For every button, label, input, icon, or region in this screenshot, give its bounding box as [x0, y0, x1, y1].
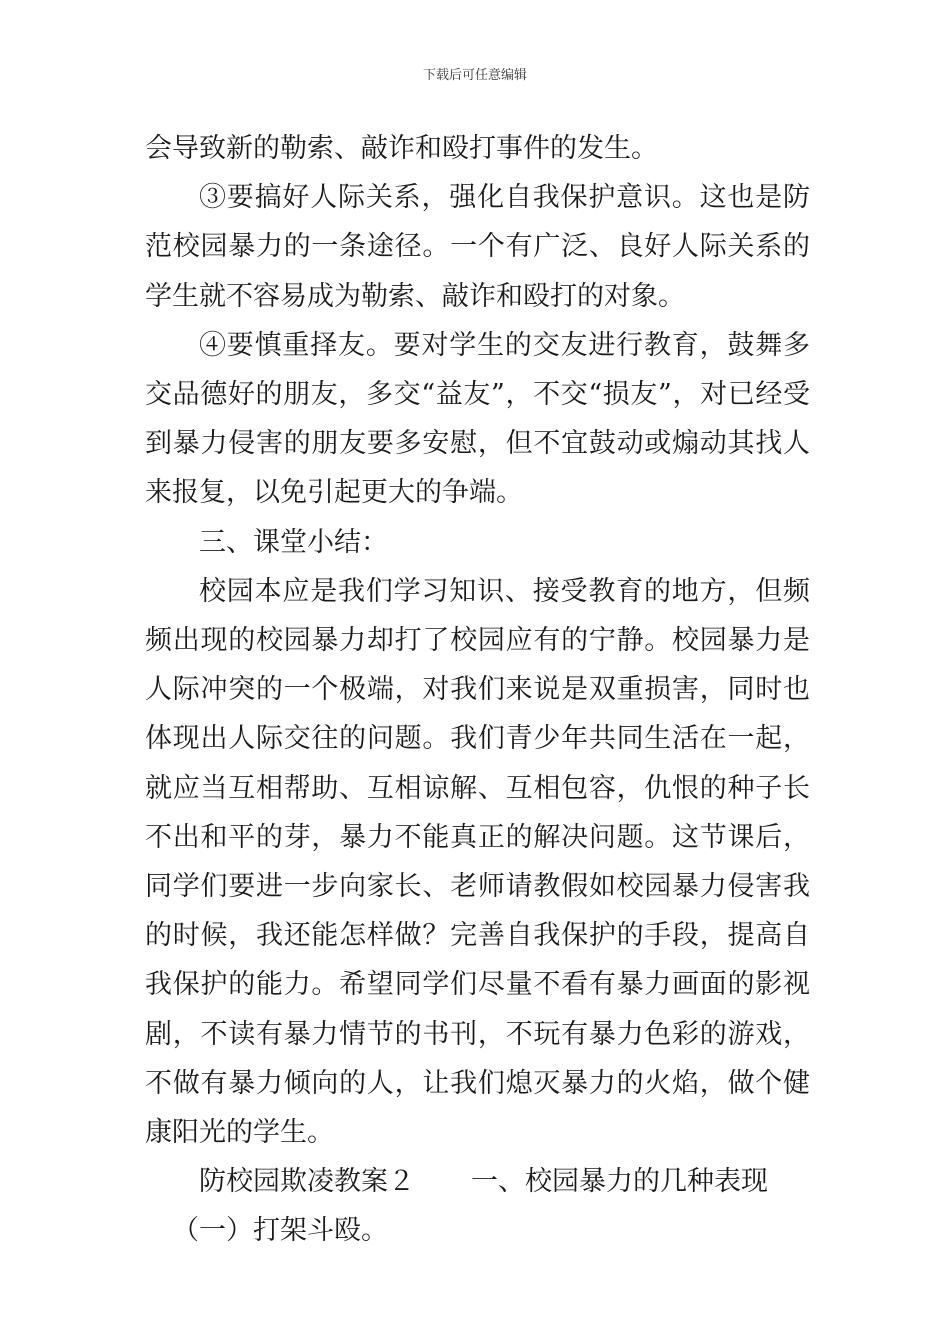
- section-heading-summary: 三、课堂小结：: [199, 526, 388, 558]
- paragraph-point-4: ④要慎重择友。要对学生的交友进行教育，鼓舞多交品德好的朋友，多交“益友”，不交“损友”，对已经受到暴力侵害的朋友要多安慰，但不宜鼓动或煽动其找人来报复，以免引起更大的争端。: [145, 329, 810, 509]
- document-body: [145, 124, 810, 1256]
- paragraph-continuation: 会导致新的勒索、敲诈和殴打事件的发生。: [145, 133, 658, 164]
- lesson-title-line: [145, 1157, 810, 1206]
- paragraph-point-3: ③要搞好人际关系，强化自我保护意识。这也是防范校园暴力的一条途径。一个有广泛、良好人际关系的学生就不容易成为勒索、敲诈和殴打的对象。: [145, 182, 810, 312]
- lesson-title: 防校园欺凌教案２: [199, 1166, 415, 1198]
- section-heading-violence-forms: 一、校园暴力的几种表现: [471, 1166, 768, 1198]
- paragraph-summary: 校园本应是我们学习知识、接受教育的地方，但频频出现的校园暴力却打了校园应有的宁静。校园暴力是人际冲突的一个极端，对我们来说是双重损害，同时也体现出人际交往的问题。我们青少年共同生活在一起，就应当互相帮助、互相谅解、互相包容，仇恨的种子长不出和平的芽，暴力不能真正的解决问题。这节课后，同学们要进一步向家长、老师请教假如校园暴力侵害我的时候，我还能怎样做？完善自我保护的手段，提高自我保护的能力。希望同学们尽量不看有暴力画面的影视剧，不读有暴力情节的书刊，不玩有暴力色彩的游戏，不做有暴力倾向的人，让我们熄灭暴力的火焰，做个健康阳光的学生。: [145, 575, 810, 1149]
- subsection-heading-fighting: （一）打架斗殴。: [172, 1215, 388, 1247]
- page-header: 下载后可任意编辑: [422, 68, 527, 83]
